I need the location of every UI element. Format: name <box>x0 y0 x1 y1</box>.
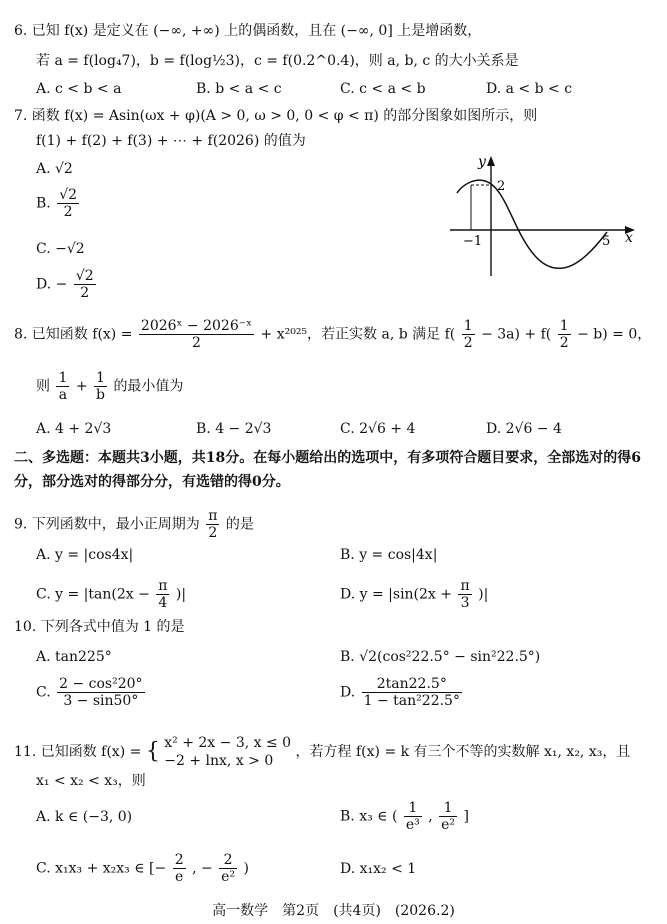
q7-option-c: C. −√2 <box>36 241 85 257</box>
q8-plus: + <box>75 378 88 395</box>
q11-stem-line2: x₁ < x₂ < x₃，则 <box>36 773 146 789</box>
q11-stem-line1 <box>14 734 630 770</box>
q11-option-b-mid: , <box>428 808 433 825</box>
x-left-label: −1 <box>463 234 483 249</box>
q10-option-c-fraction: $\frac{\text{2 − cos²20°}}{3 - \sin 50^\circ}$ <box>59 676 143 709</box>
q11-case2: −2 + lnx, x > 0 <box>164 753 274 769</box>
q8-stem-line1 <box>14 318 651 351</box>
q7-option-d-fraction: $\frac{√2}{2}$ <box>75 268 94 301</box>
q11-prefix: 11. 已知函数 f(x) = <box>14 744 142 760</box>
q9-prefix: 9. 下列函数中，最小正周期为 <box>14 516 200 533</box>
q8-stem-line2 <box>36 370 183 403</box>
q11-option-c <box>36 852 249 885</box>
q11-option-b-post: ] <box>463 808 469 825</box>
q7-stem-line2: f(1) + f(2) + f(3) + ⋯ + f(2026) 的值为 <box>36 133 306 149</box>
q9-option-d-pre: D. y = |sin(2x + <box>340 586 453 603</box>
q9-option-d-fraction: $\frac{\pi}{3}$ <box>460 578 470 611</box>
q8-line2-prefix: 则 <box>36 378 50 395</box>
q6-option-c: C. c < a < b <box>340 81 426 97</box>
q8-option-a: A. 4 + 2√3 <box>36 421 112 437</box>
q9-option-c-pre: C. y = |tan(2x − <box>36 586 150 603</box>
sine-curve <box>457 180 607 268</box>
q9-option-c <box>36 578 186 611</box>
q11-option-c-mid: , − <box>192 860 213 877</box>
q9-option-c-post: )| <box>175 586 187 603</box>
q9-option-a: A. y = |cos4x| <box>36 547 134 563</box>
q11-piecewise-cases <box>164 734 291 770</box>
q6-stem-line2: 若 a = f(log₄7)，b = f(log½3)，c = f(0.2^0.4)，则 a, b, c 的大小关系是 <box>36 53 519 69</box>
y-axis-arrow-icon <box>487 156 495 166</box>
q11-option-a: A. k ∈ (−3, 0) <box>36 809 133 825</box>
q8-end: − b) = 0， <box>577 326 652 343</box>
q8-line2-end: 的最小值为 <box>113 378 184 395</box>
q10-option-b: B. √2(cos²22.5° − sin²22.5°) <box>340 649 541 665</box>
y-max-label: 2 <box>497 179 506 194</box>
q11-option-d: D. x₁x₂ < 1 <box>340 861 417 877</box>
q10-option-a: A. tan225° <box>36 649 112 665</box>
q10-option-d-fraction: $\frac{2\tan 22.5^\circ}{\text{1 − tan²22.5°}}$ <box>363 676 460 709</box>
q10-option-d <box>340 676 464 709</box>
q9-end: 的是 <box>225 516 254 533</box>
q7-option-d <box>36 268 98 301</box>
q7-stem-line1: 7. 函数 f(x) = Asin(ωx + φ)(A > 0, ω > 0, 0 < φ < π) 的部分图象如图所示，则 <box>14 108 538 124</box>
q9-option-d-post: )| <box>478 586 489 603</box>
q7-option-d-label: D. − <box>36 276 68 293</box>
q7-option-b-label: B. <box>36 195 51 212</box>
q11-option-c-pre: C. x₁x₃ + x₂x₃ ∈ [− <box>36 860 167 877</box>
x-right-label: 5 <box>602 234 611 249</box>
q9-period-fraction: $\frac{\pi}{2}$ <box>208 508 218 541</box>
q8-option-b: B. 4 − 2√3 <box>196 421 272 437</box>
q8-option-c: C. 2√6 + 4 <box>340 421 416 437</box>
q11-option-b-frac2: $\frac{1}{\text{e²}}$ <box>441 800 456 833</box>
q10-stem: 10. 下列各式中值为 1 的是 <box>14 619 185 635</box>
q7-option-a: A. √2 <box>36 161 73 177</box>
q11-option-c-post: ) <box>243 860 249 877</box>
q8-option-d: D. 2√6 − 4 <box>486 421 562 437</box>
q6-option-a: A. c < b < a <box>36 81 122 97</box>
q8-mid2: − 3a) + f( <box>481 326 552 343</box>
q10-option-c <box>36 676 147 709</box>
q8-term1-fraction: $\frac{1}{a}$ <box>58 370 68 403</box>
q8-term2-fraction: $\frac{1}{b}$ <box>96 370 105 403</box>
q10-option-c-label: C. <box>36 684 51 701</box>
q6-option-d: D. a < b < c <box>486 81 573 97</box>
x-axis-label: x <box>625 230 633 246</box>
q6-stem-line1: 6. 已知 f(x) 是定义在 (−∞, +∞) 上的偶函数，且在 (−∞, 0] 上是增函数， <box>14 23 482 39</box>
q11-option-b-pre: B. x₃ ∈ ( <box>340 808 398 825</box>
q8-half-fraction-2: $\frac{1}{2}$ <box>559 318 569 351</box>
q11-option-c-frac2: $\frac{2}{\text{e²}}$ <box>221 852 236 885</box>
q11-end: ，若方程 f(x) = k 有三个不等的实数解 x₁, x₂, x₃，且 <box>295 744 631 760</box>
y-axis-label: y <box>478 154 486 170</box>
q11-option-b <box>340 800 469 833</box>
q9-option-b: B. y = cos|4x| <box>340 547 438 563</box>
q7-option-b <box>36 187 81 220</box>
q9-option-c-fraction: $\frac{\pi}{4}$ <box>158 578 168 611</box>
q8-function-fraction: $\frac{\text{2026ˣ − 2026⁻ˣ}}{2}$ <box>140 318 253 351</box>
q11-option-b-frac1: $\frac{1}{\text{e³}}$ <box>405 800 420 833</box>
q9-stem <box>14 508 254 541</box>
q8-prefix: 8. 已知函数 f(x) = <box>14 326 133 343</box>
q10-option-d-label: D. <box>340 684 356 701</box>
q11-option-c-frac1: $\frac{2}{e}$ <box>174 852 184 885</box>
q11-case1: x² + 2x − 3, x ≤ 0 <box>164 735 292 751</box>
page-footer: 高一数学 第2页 (共4页) (2026.2) <box>212 903 455 919</box>
q8-half-fraction-1: $\frac{1}{2}$ <box>463 318 473 351</box>
q7-sine-graph <box>445 150 645 280</box>
q9-option-d <box>340 578 488 611</box>
q7-option-b-fraction: $\frac{√2}{2}$ <box>59 187 78 220</box>
section-2-instructions: 二、多选题：本题共3小题，共18分。在每小题给出的选项中，有多项符合题目要求，全部选对的得6分，部分选对的得部分分，有选错的得0分。 <box>14 450 641 490</box>
q6-option-b: B. b < a < c <box>196 81 282 97</box>
q8-mid: + x²⁰²⁵，若正实数 a, b 满足 f( <box>260 326 456 343</box>
q11-brace: { <box>145 739 160 764</box>
